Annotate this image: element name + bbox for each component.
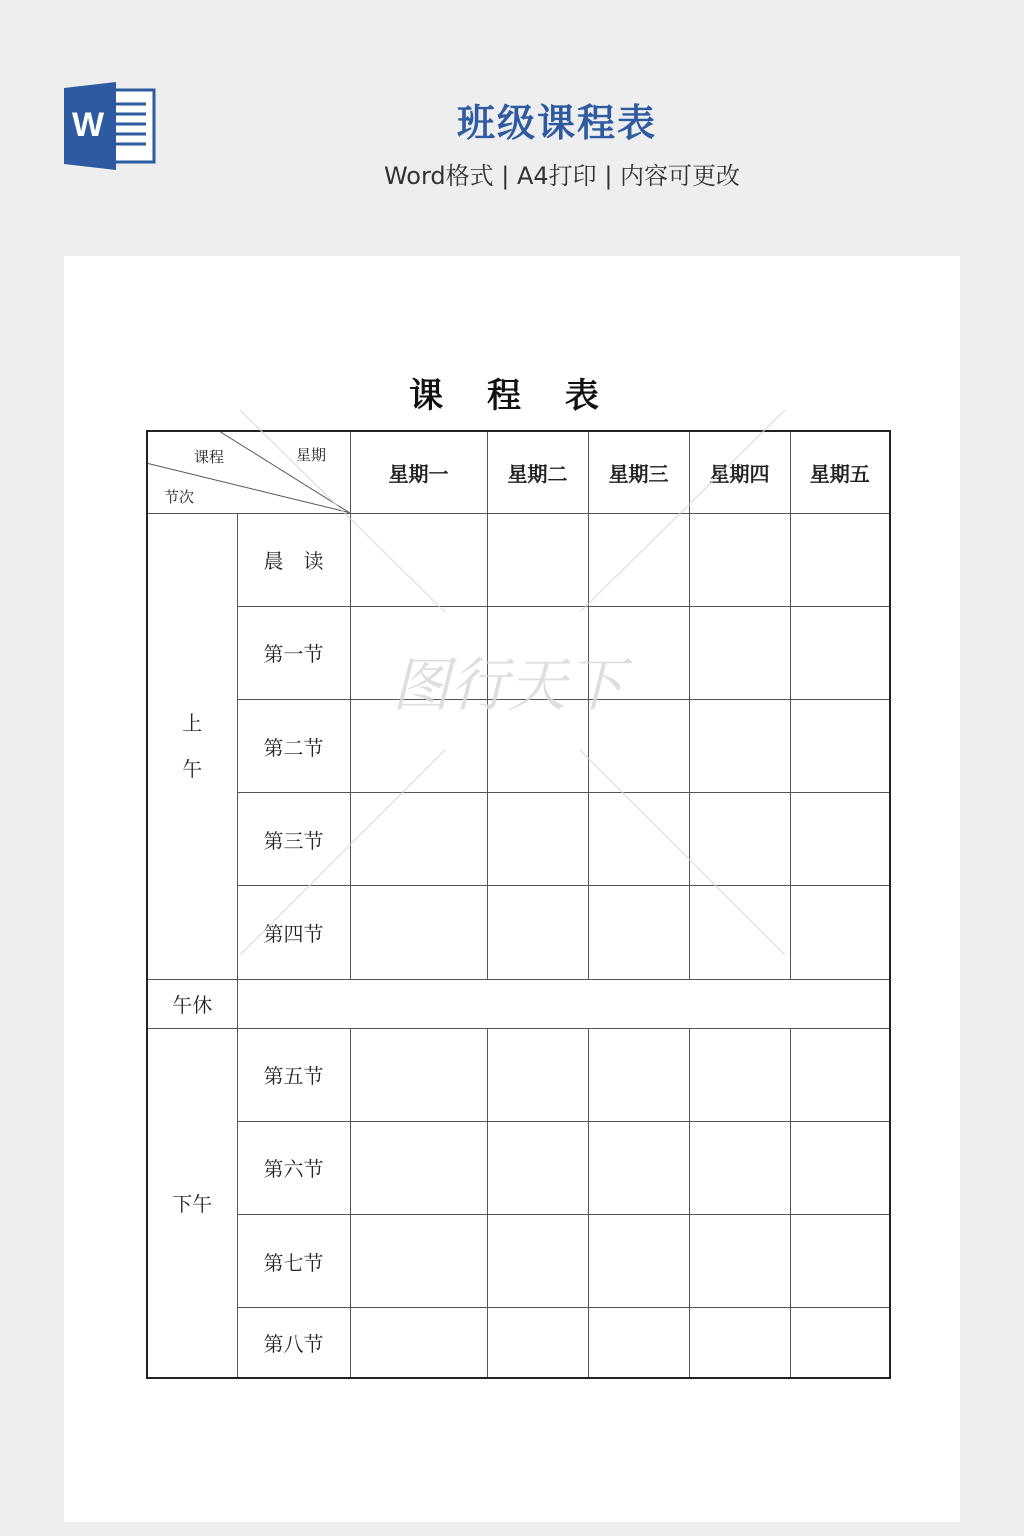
schedule-cell[interactable] <box>790 700 890 793</box>
table-row <box>147 1308 890 1378</box>
day-header-mon: 星期一 <box>350 431 487 513</box>
document-title: 课 程 表 <box>409 376 615 416</box>
schedule-cell[interactable] <box>588 886 689 979</box>
day-header-thu: 星期四 <box>689 431 790 513</box>
table-row <box>147 513 890 606</box>
schedule-cell[interactable] <box>350 606 487 699</box>
noon-break-cell[interactable] <box>237 979 890 1028</box>
table-row <box>147 793 890 886</box>
word-icon-letter: W <box>72 106 105 144</box>
morning-label-text: 上 午 <box>182 711 203 782</box>
schedule-cell[interactable] <box>689 1028 790 1121</box>
schedule-cell[interactable] <box>588 1308 689 1378</box>
schedule-cell[interactable] <box>487 1215 588 1308</box>
day-header-fri: 星期五 <box>790 431 890 513</box>
schedule-cell[interactable] <box>487 606 588 699</box>
page-title: 班级课程表 <box>456 101 657 145</box>
schedule-cell[interactable] <box>689 793 790 886</box>
noon-break-row <box>147 979 890 1028</box>
corner-label-period: 节次 <box>164 488 195 506</box>
noon-break-label: 午休 <box>147 979 237 1028</box>
schedule-cell[interactable] <box>350 886 487 979</box>
lesson-label: 第八节 <box>237 1308 350 1378</box>
schedule-cell[interactable] <box>689 700 790 793</box>
schedule-cell[interactable] <box>588 1215 689 1308</box>
schedule-cell[interactable] <box>790 606 890 699</box>
schedule-cell[interactable] <box>487 1121 588 1214</box>
schedule-cell[interactable] <box>350 700 487 793</box>
schedule-cell[interactable] <box>350 793 487 886</box>
schedule-cell[interactable] <box>689 606 790 699</box>
schedule-cell[interactable] <box>689 1215 790 1308</box>
page-subtitle: Word格式 | A4打印 | 内容可更改 <box>383 162 741 190</box>
lesson-label: 第七节 <box>237 1215 350 1308</box>
lesson-label: 第二节 <box>237 700 350 793</box>
schedule-cell[interactable] <box>588 1121 689 1214</box>
schedule-cell[interactable] <box>790 1121 890 1214</box>
corner-label-course: 课程 <box>194 448 225 466</box>
schedule-cell[interactable] <box>588 700 689 793</box>
lesson-label: 第一节 <box>237 606 350 699</box>
schedule-cell[interactable] <box>689 1121 790 1214</box>
morning-label <box>147 513 237 979</box>
schedule-cell[interactable] <box>487 1028 588 1121</box>
schedule-cell[interactable] <box>350 1028 487 1121</box>
schedule-cell[interactable] <box>790 1028 890 1121</box>
lesson-label: 第六节 <box>237 1121 350 1214</box>
lesson-label: 第五节 <box>237 1028 350 1121</box>
schedule-cell[interactable] <box>588 606 689 699</box>
schedule-cell[interactable] <box>588 1028 689 1121</box>
lesson-label: 第三节 <box>237 793 350 886</box>
table-row <box>147 700 890 793</box>
schedule-cell[interactable] <box>350 513 487 606</box>
day-header-tue: 星期二 <box>487 431 588 513</box>
afternoon-label: 下午 <box>147 1028 237 1378</box>
schedule-cell[interactable] <box>588 513 689 606</box>
schedule-cell[interactable] <box>689 886 790 979</box>
table-row <box>147 606 890 699</box>
schedule-cell[interactable] <box>487 1308 588 1378</box>
schedule-cell[interactable] <box>350 1121 487 1214</box>
schedule-cell[interactable] <box>487 886 588 979</box>
schedule-cell[interactable] <box>350 1308 487 1378</box>
schedule-cell[interactable] <box>588 793 689 886</box>
schedule-cell[interactable] <box>790 1308 890 1378</box>
day-header-wed: 星期三 <box>588 431 689 513</box>
table-row <box>147 886 890 979</box>
schedule-cell[interactable] <box>790 1215 890 1308</box>
lesson-label: 晨 读 <box>237 513 350 606</box>
schedule-cell[interactable] <box>689 513 790 606</box>
header-row <box>147 431 890 513</box>
schedule-cell[interactable] <box>790 886 890 979</box>
schedule-cell[interactable] <box>350 1215 487 1308</box>
diagonal-header-cell <box>147 431 350 513</box>
table-row <box>147 1028 890 1121</box>
schedule-table <box>146 430 891 1379</box>
schedule-cell[interactable] <box>487 513 588 606</box>
schedule-cell[interactable] <box>487 793 588 886</box>
schedule-cell[interactable] <box>790 513 890 606</box>
schedule-cell[interactable] <box>790 793 890 886</box>
schedule-cell[interactable] <box>487 700 588 793</box>
corner-label-week: 星期 <box>296 446 327 464</box>
schedule-cell[interactable] <box>689 1308 790 1378</box>
table-row <box>147 1215 890 1308</box>
watermark-text: 图行天下 <box>391 651 625 719</box>
table-row <box>147 1121 890 1214</box>
lesson-label: 第四节 <box>237 886 350 979</box>
